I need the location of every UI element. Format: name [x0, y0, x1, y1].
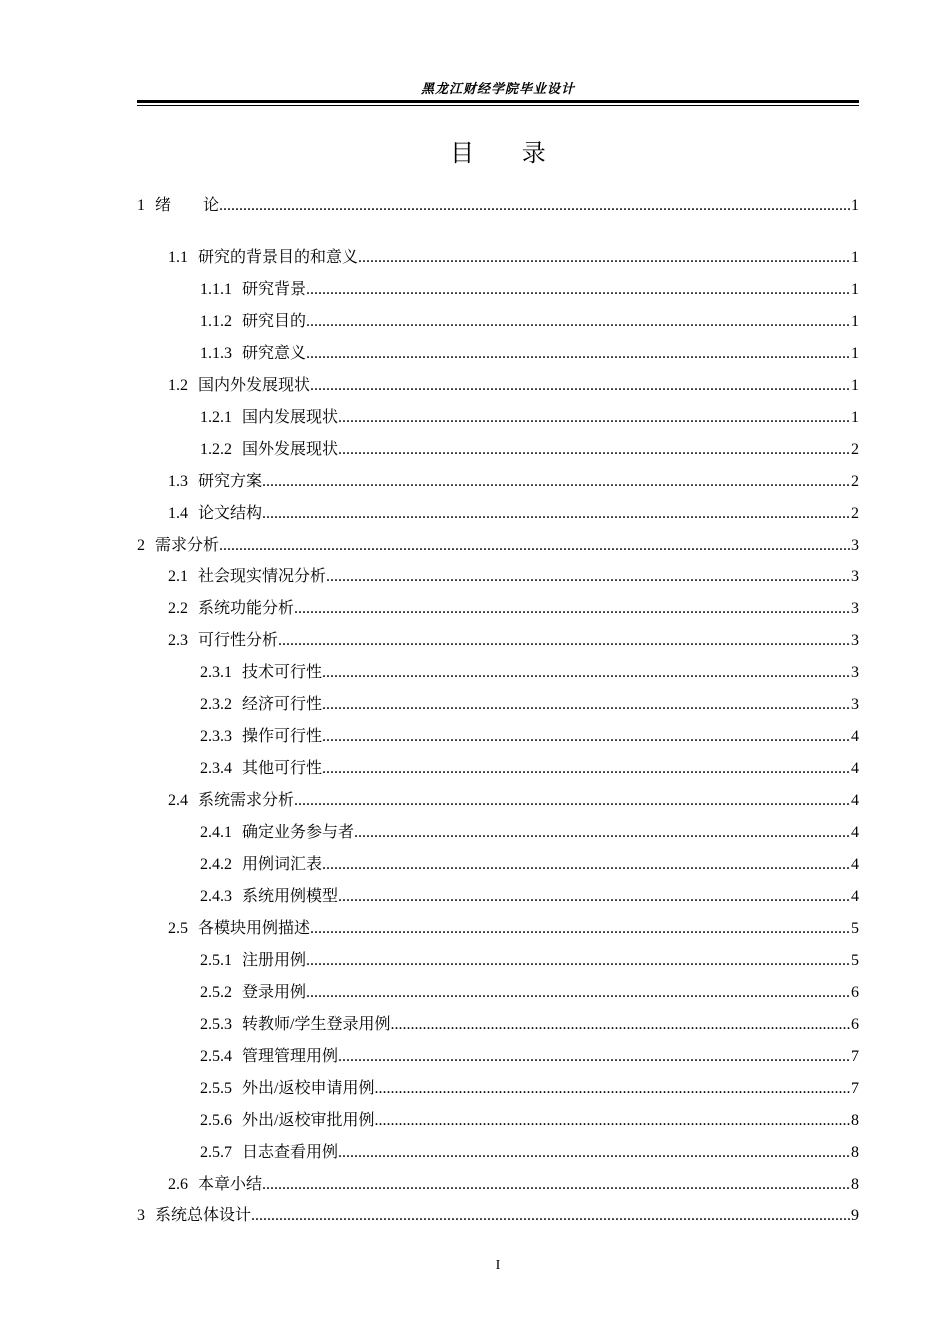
toc-entry[interactable] [200, 436, 859, 458]
toc-entry-number: 2.3.1 [200, 664, 232, 682]
toc-entry-label [200, 276, 306, 299]
toc-entry[interactable] [200, 404, 859, 426]
toc-entry-title: 注册用例 [242, 951, 307, 969]
toc-entry-number: 1.2 [168, 376, 188, 394]
toc-leader-dots [354, 824, 850, 842]
toc-entry[interactable] [168, 500, 859, 522]
toc-entry-label [200, 755, 322, 778]
toc-leader-dots [390, 1016, 850, 1034]
toc-leader-dots [306, 345, 850, 363]
toc-entry-number: 2.2 [168, 600, 188, 618]
toc-entry-label [168, 372, 310, 395]
toc-entry-title: 管理管理用例 [242, 1047, 339, 1065]
toc-entry[interactable] [168, 1171, 859, 1193]
toc-entry-page: 4 [851, 824, 859, 842]
toc-entry[interactable] [200, 1043, 859, 1065]
toc-entry-title: 系统用例模型 [242, 887, 339, 905]
toc-entry-label [200, 851, 322, 874]
toc-entry[interactable] [168, 372, 859, 394]
toc-leader-dots [294, 792, 850, 810]
toc-entry-page: 6 [851, 983, 859, 1001]
toc-entry-number: 2.5.7 [200, 1143, 232, 1161]
toc-entry-label [200, 883, 338, 906]
toc-entry-label [168, 915, 310, 938]
toc-entry-page: 3 [851, 536, 859, 554]
toc-entry-label [200, 1139, 338, 1162]
toc-entry-title: 外出/返校审批用例 [242, 1111, 375, 1129]
toc-entry[interactable] [137, 192, 859, 214]
toc-entry-title: 其他可行性 [242, 760, 323, 778]
toc-entry-number: 2.6 [168, 1175, 188, 1193]
toc-entry-title: 操作可行性 [242, 728, 323, 746]
toc-entry-page: 1 [851, 408, 859, 426]
toc-entry-page: 4 [851, 792, 859, 810]
toc-leader-dots [322, 760, 850, 778]
toc-leader-dots [322, 664, 850, 682]
toc-entry-page: 1 [851, 376, 859, 394]
toc-leader-dots [338, 1048, 850, 1066]
toc-entry-title: 转教师/学生登录用例 [242, 1015, 391, 1033]
toc-entry-page: 2 [851, 472, 859, 490]
toc-entry[interactable] [200, 883, 859, 905]
toc-entry-number: 1.2.2 [200, 440, 232, 458]
toc-entry-title: 研究目的 [242, 312, 307, 330]
toc-entry[interactable] [200, 340, 859, 362]
toc-entry-number: 1 [137, 197, 145, 214]
toc-entry-label [137, 532, 219, 555]
header-rule-thick [137, 100, 859, 103]
toc-entry-title: 研究的背景目的和意义 [198, 248, 359, 266]
toc-entry-page: 3 [851, 664, 859, 682]
toc-leader-dots [306, 984, 850, 1002]
toc-leader-dots [306, 952, 850, 970]
toc-entry-page: 9 [851, 1207, 859, 1225]
toc-entry-number: 1.1.3 [200, 344, 232, 362]
toc-entry-page: 8 [851, 1111, 859, 1129]
header-rule-thin [137, 105, 859, 106]
toc-entry-label [200, 1011, 390, 1034]
toc-entry-title: 社会现实情况分析 [198, 568, 327, 586]
toc-entry[interactable] [200, 947, 859, 969]
toc-entry-label [137, 192, 219, 215]
toc-entry[interactable] [137, 1202, 859, 1224]
toc-entry-title: 需求分析 [155, 536, 220, 554]
toc-entry-title: 系统功能分析 [198, 600, 295, 618]
toc-leader-dots [310, 377, 850, 395]
toc-leader-dots [219, 197, 850, 215]
toc-entry-number: 3 [137, 1207, 145, 1225]
toc-leader-dots [338, 441, 850, 459]
toc-entry-title: 经济可行性 [242, 696, 323, 714]
toc-leader-dots [310, 920, 850, 938]
toc-entry-page: 7 [851, 1079, 859, 1097]
toc-entry[interactable] [168, 563, 859, 585]
toc-leader-dots [262, 473, 850, 491]
toc-entry-title: 技术可行性 [242, 664, 323, 682]
toc-leader-dots [322, 696, 850, 714]
toc-entry-label [168, 627, 278, 650]
toc-entry-number: 1.2.1 [200, 408, 232, 426]
toc-leader-dots [326, 568, 850, 586]
toc-entry-title: 论文结构 [198, 504, 263, 522]
toc-entry-page: 3 [851, 696, 859, 714]
toc-entry-number: 2.5.1 [200, 951, 232, 969]
toc-entry-page: 3 [851, 632, 859, 650]
toc-entry-number: 2.3.4 [200, 760, 232, 778]
toc-entry-title: 国内发展现状 [242, 408, 339, 426]
toc-leader-dots [322, 856, 850, 874]
toc-entry-number: 2.5.2 [200, 983, 232, 1001]
toc-entry-number: 2.5.4 [200, 1047, 232, 1065]
toc-entry-number: 1.4 [168, 504, 188, 522]
toc-entry-label [200, 1107, 374, 1130]
toc-entry-page: 4 [851, 760, 859, 778]
toc-entry-page: 2 [851, 504, 859, 522]
toc-leader-dots [322, 728, 850, 746]
toc-entry-title: 日志查看用例 [242, 1143, 339, 1161]
toc-entry-label [200, 340, 306, 363]
toc-entry-number: 2 [137, 536, 145, 554]
toc-entry-page: 5 [851, 919, 859, 937]
toc-entry-title: 研究意义 [242, 344, 307, 362]
toc-entry-number: 2.5.5 [200, 1079, 232, 1097]
toc-title: 目 录 [450, 139, 546, 167]
toc-leader-dots [278, 632, 850, 650]
toc-entry-page: 8 [851, 1175, 859, 1193]
toc-entry-page: 8 [851, 1143, 859, 1161]
toc-entry-page: 5 [851, 951, 859, 969]
toc-leader-dots [374, 1112, 850, 1130]
toc-leader-dots [219, 537, 850, 555]
toc-entry[interactable] [200, 755, 859, 777]
toc-entry[interactable] [200, 723, 859, 745]
toc-entry-title: 国内外发展现状 [198, 376, 311, 394]
toc-entry-page: 7 [851, 1047, 859, 1065]
toc-entry-label [200, 947, 306, 970]
toc-entry[interactable] [200, 276, 859, 298]
toc-entry-title: 系统需求分析 [198, 792, 295, 810]
toc-entry-title: 研究方案 [198, 472, 263, 490]
toc-entry[interactable] [200, 1139, 859, 1161]
toc-entry-number: 2.1 [168, 568, 188, 586]
toc-entry-number: 2.5 [168, 919, 188, 937]
toc-entry-page: 1 [851, 344, 859, 362]
toc-entry-page: 1 [851, 248, 859, 266]
toc-entry-label [168, 563, 326, 586]
toc-leader-dots [294, 600, 850, 618]
toc-leader-dots [338, 888, 850, 906]
toc-entry-page: 4 [851, 728, 859, 746]
toc-entry-label [137, 1202, 251, 1225]
toc-entry[interactable] [168, 915, 859, 937]
toc-entry-label [200, 404, 338, 427]
toc-entry-page: 3 [851, 600, 859, 618]
toc-entry-number: 1.1 [168, 248, 188, 266]
toc-entry-label [200, 308, 306, 331]
toc-entry-label [200, 1075, 374, 1098]
toc-entry[interactable] [168, 244, 859, 266]
toc-entry-number: 1.1.1 [200, 280, 232, 298]
toc-entry-label [200, 436, 338, 459]
toc-entry[interactable] [200, 308, 859, 330]
toc-entry-number: 2.5.3 [200, 1015, 232, 1033]
toc-leader-dots [262, 505, 850, 523]
toc-entry[interactable] [200, 659, 859, 681]
toc-entry-label [168, 500, 262, 523]
toc-entry-page: 4 [851, 856, 859, 873]
toc-entry-number: 2.5.6 [200, 1111, 232, 1129]
toc-entry-label [200, 659, 322, 682]
toc-entry-label [200, 723, 322, 746]
toc-entry-number: 1.1.2 [200, 312, 232, 330]
toc-entry[interactable] [168, 595, 859, 617]
toc-entry-title: 本章小结 [198, 1175, 263, 1193]
toc-entry-number: 2.4.3 [200, 887, 232, 905]
page-header: 黑龙江财经学院毕业设计 [420, 82, 575, 97]
toc-entry-page: 1 [851, 312, 859, 330]
toc-entry[interactable] [200, 1075, 859, 1097]
toc-entry-number: 2.3.2 [200, 696, 232, 714]
toc-entry-label [200, 691, 322, 714]
toc-entry-page: 1 [851, 280, 859, 298]
toc-entry-number: 2.4 [168, 792, 188, 810]
toc-leader-dots [306, 313, 850, 331]
toc-leader-dots [262, 1176, 850, 1194]
toc-entry-page: 3 [851, 568, 859, 586]
toc-entry[interactable] [200, 1107, 859, 1129]
toc-entry-number: 2.3.3 [200, 728, 232, 746]
toc-entry[interactable] [200, 819, 859, 841]
toc-entry-page: 2 [851, 440, 859, 458]
toc-entry[interactable] [137, 532, 859, 554]
toc-entry-page: 1 [851, 197, 859, 214]
toc-entry-title: 登录用例 [242, 983, 307, 1001]
toc-entry[interactable] [200, 979, 859, 1001]
toc-entry-number: 1.3 [168, 472, 188, 490]
toc-entry-title: 系统总体设计 [155, 1207, 252, 1225]
toc-leader-dots [306, 281, 850, 299]
toc-entry-label [168, 1171, 262, 1194]
toc-entry[interactable] [200, 851, 859, 873]
toc-entry-label [200, 1043, 338, 1066]
toc-entry[interactable] [168, 787, 859, 809]
toc-entry-label [200, 819, 354, 842]
toc-entry[interactable] [168, 468, 859, 490]
toc-entry-label [168, 468, 262, 491]
toc-entry-title: 确定业务参与者 [242, 824, 355, 842]
toc-entry-label [168, 244, 358, 267]
toc-entry-title: 各模块用例描述 [198, 919, 311, 937]
toc-entry-title: 外出/返校申请用例 [242, 1079, 375, 1097]
toc-entry[interactable] [200, 691, 859, 713]
toc-entry-title: 绪 论 [155, 197, 220, 214]
toc-entry-number: 2.4.2 [200, 856, 232, 873]
toc-entry[interactable] [168, 627, 859, 649]
toc-entry-label [168, 787, 294, 810]
toc-entry-number: 2.3 [168, 632, 188, 650]
toc-entry-title: 研究背景 [242, 280, 307, 298]
toc-entry-title: 可行性分析 [198, 632, 279, 650]
toc-entry-page: 4 [851, 887, 859, 905]
toc-entry-title: 国外发展现状 [242, 440, 339, 458]
toc-entry-label [200, 979, 306, 1002]
toc-entry-label [168, 595, 294, 618]
toc-entry-title: 用例词汇表 [242, 856, 323, 873]
toc-leader-dots [251, 1207, 850, 1225]
toc-entry-number: 2.4.1 [200, 824, 232, 842]
toc-leader-dots [338, 409, 850, 427]
toc-leader-dots [338, 1144, 850, 1162]
page-number: I [495, 1258, 501, 1273]
toc-leader-dots [358, 249, 850, 267]
toc-entry-page: 6 [851, 1015, 859, 1033]
toc-leader-dots [374, 1080, 850, 1098]
toc-entry[interactable] [200, 1011, 859, 1033]
